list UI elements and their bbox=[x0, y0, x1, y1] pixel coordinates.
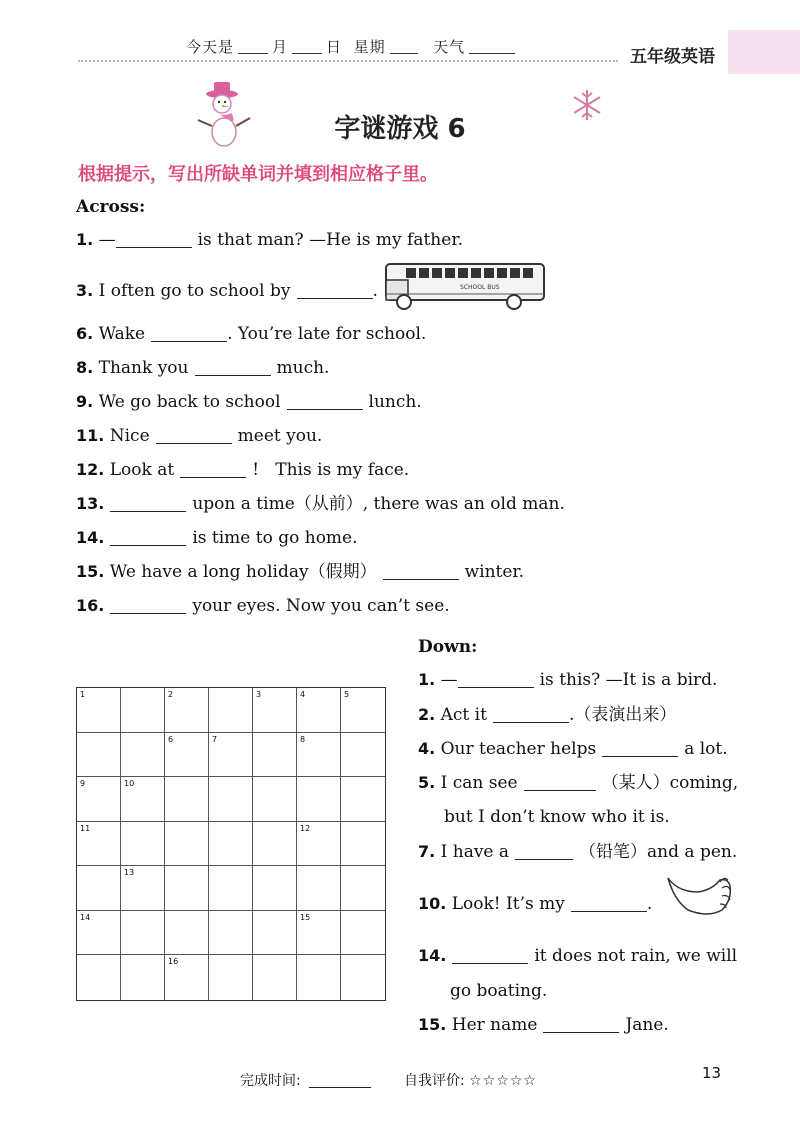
down-clue-5-cont: but I don’t know who it is. bbox=[444, 807, 670, 827]
header-divider bbox=[78, 60, 618, 62]
cell-number: 3 bbox=[256, 690, 262, 699]
grid-cell[interactable] bbox=[77, 822, 121, 867]
cell-number: 13 bbox=[124, 868, 135, 877]
grid-cell[interactable] bbox=[253, 955, 297, 1000]
down-clue-7: 7. I have a （铅笔）and a pen. bbox=[418, 842, 738, 862]
answer-blank[interactable] bbox=[156, 427, 232, 444]
grid-cell[interactable] bbox=[209, 733, 253, 778]
page-number: 13 bbox=[702, 1064, 722, 1082]
today-label: 今天是 bbox=[186, 38, 235, 56]
down-clue-14-cont: go boating. bbox=[450, 981, 548, 1001]
grid-cell[interactable] bbox=[209, 866, 253, 911]
eval-label: 自我评价: bbox=[404, 1073, 465, 1089]
answer-blank[interactable] bbox=[571, 895, 647, 912]
bus-label: SCHOOL BUS bbox=[460, 284, 500, 291]
across-label: Across: bbox=[76, 197, 146, 217]
grid-cell[interactable] bbox=[77, 955, 121, 1000]
grid-cell[interactable] bbox=[77, 911, 121, 956]
grid-cell[interactable] bbox=[165, 911, 209, 956]
answer-blank[interactable] bbox=[110, 597, 186, 614]
rating-stars[interactable]: ☆☆☆☆☆ bbox=[469, 1073, 537, 1089]
answer-blank[interactable] bbox=[287, 393, 363, 410]
across-clue-6: 6. Wake . You’re late for school. bbox=[76, 324, 427, 344]
grid-cell[interactable] bbox=[341, 733, 385, 778]
answer-blank[interactable] bbox=[543, 1016, 619, 1033]
grid-cell[interactable] bbox=[209, 955, 253, 1000]
grid-cell[interactable] bbox=[209, 822, 253, 867]
cell-number: 2 bbox=[168, 690, 174, 699]
cell-number: 9 bbox=[80, 779, 86, 788]
crossword-grid bbox=[76, 687, 386, 1001]
grid-cell[interactable] bbox=[121, 733, 165, 778]
grid-cell[interactable] bbox=[165, 955, 209, 1000]
grid-cell[interactable] bbox=[341, 955, 385, 1000]
answer-blank[interactable] bbox=[493, 706, 569, 723]
day-label: 日 bbox=[326, 38, 343, 56]
grid-cell[interactable] bbox=[165, 688, 209, 733]
cell-number: 14 bbox=[80, 912, 91, 922]
grid-cell[interactable] bbox=[121, 822, 165, 867]
down-clue-14: 14. it does not rain, we will bbox=[418, 946, 738, 966]
cell-number: 10 bbox=[124, 779, 135, 788]
time-blank[interactable] bbox=[309, 1071, 371, 1088]
answer-blank[interactable] bbox=[383, 563, 459, 580]
grid-cell[interactable] bbox=[77, 733, 121, 778]
across-clue-11: 11. Nice meet you. bbox=[76, 426, 323, 446]
weather-label: 天气 bbox=[433, 38, 466, 56]
down-clue-4: 4. Our teacher helps a lot. bbox=[418, 739, 728, 759]
grid-cell[interactable] bbox=[165, 733, 209, 778]
down-clue-10: 10. Look! It’s my . bbox=[418, 894, 653, 914]
answer-blank[interactable] bbox=[452, 947, 528, 964]
grid-cell[interactable] bbox=[121, 688, 165, 733]
weather-blank[interactable] bbox=[469, 39, 515, 54]
cell-number: 6 bbox=[168, 734, 174, 744]
grid-cell[interactable] bbox=[297, 911, 341, 956]
month-blank[interactable] bbox=[238, 39, 268, 54]
cell-number: 11 bbox=[80, 823, 91, 833]
across-clue-15: 15. We have a long holiday（假期） winter. bbox=[76, 562, 525, 582]
grid-cell[interactable] bbox=[341, 911, 385, 956]
answer-blank[interactable] bbox=[458, 671, 534, 688]
down-clue-1: 1. — is this? —It is a bird. bbox=[418, 670, 718, 690]
grid-cell[interactable] bbox=[209, 911, 253, 956]
answer-blank[interactable] bbox=[602, 740, 678, 757]
answer-blank[interactable] bbox=[116, 231, 192, 248]
grid-cell[interactable] bbox=[341, 777, 385, 822]
grid-cell[interactable] bbox=[253, 733, 297, 778]
across-clue-16: 16. your eyes. Now you can’t see. bbox=[76, 596, 450, 616]
across-clue-13: 13. upon a time（从前）, there was an old man. bbox=[76, 494, 565, 514]
grid-cell[interactable] bbox=[77, 777, 121, 822]
down-clue-2: 2. Act it .（表演出来） bbox=[418, 705, 677, 725]
grid-cell[interactable] bbox=[297, 688, 341, 733]
across-clue-12: 12. Look at ! This is my face. bbox=[76, 460, 410, 480]
down-label: Down: bbox=[418, 637, 478, 657]
cell-number: 8 bbox=[300, 734, 306, 744]
across-clue-14: 14. is time to go home. bbox=[76, 528, 358, 548]
grid-cell[interactable] bbox=[209, 777, 253, 822]
answer-blank[interactable] bbox=[524, 774, 596, 791]
cell-number: 5 bbox=[344, 690, 350, 699]
day-blank[interactable] bbox=[292, 39, 322, 54]
answer-blank[interactable] bbox=[515, 843, 573, 860]
grid-cell[interactable] bbox=[297, 822, 341, 867]
page-title: 字谜游戏 6 bbox=[334, 114, 466, 144]
weekday-blank[interactable] bbox=[390, 39, 418, 54]
grid-cell[interactable] bbox=[297, 866, 341, 911]
cell-number: 4 bbox=[300, 690, 306, 699]
across-clue-8: 8. Thank you much. bbox=[76, 358, 330, 378]
answer-blank[interactable] bbox=[110, 495, 186, 512]
grade-label: 五年级英语 bbox=[630, 47, 715, 67]
school-bus-icon bbox=[382, 258, 548, 314]
grid-cell[interactable] bbox=[121, 955, 165, 1000]
across-clue-9: 9. We go back to school lunch. bbox=[76, 392, 422, 412]
grid-cell[interactable] bbox=[253, 866, 297, 911]
cell-number: 7 bbox=[212, 734, 218, 744]
grid-cell[interactable] bbox=[77, 866, 121, 911]
cell-number: 16 bbox=[168, 957, 179, 966]
grid-cell[interactable] bbox=[121, 777, 165, 822]
across-clue-1: 1. — is that man? —He is my father. bbox=[76, 230, 463, 250]
grid-cell[interactable] bbox=[253, 822, 297, 867]
grid-cell[interactable] bbox=[77, 688, 121, 733]
instruction: 根据提示，写出所缺单词并填到相应格子里。 bbox=[78, 164, 438, 185]
answer-blank[interactable] bbox=[151, 325, 227, 342]
grid-cell[interactable] bbox=[253, 777, 297, 822]
grid-cell[interactable] bbox=[341, 688, 385, 733]
grid-cell[interactable] bbox=[253, 911, 297, 956]
grid-cell[interactable] bbox=[297, 777, 341, 822]
answer-blank[interactable] bbox=[180, 461, 246, 478]
answer-blank[interactable] bbox=[195, 359, 271, 376]
grid-cell[interactable] bbox=[341, 866, 385, 911]
time-label: 完成时间: bbox=[240, 1073, 301, 1089]
grid-cell[interactable] bbox=[165, 777, 209, 822]
date-weather-fields bbox=[186, 36, 519, 57]
across-clue-3: 3. I often go to school by . bbox=[76, 281, 378, 301]
grid-cell[interactable] bbox=[253, 688, 297, 733]
grid-cell[interactable] bbox=[165, 822, 209, 867]
grid-cell[interactable] bbox=[121, 911, 165, 956]
month-label: 月 bbox=[272, 38, 289, 56]
self-evaluation bbox=[404, 1070, 537, 1090]
grid-cell[interactable] bbox=[209, 688, 253, 733]
cell-number: 12 bbox=[300, 823, 311, 833]
grid-cell[interactable] bbox=[341, 822, 385, 867]
cell-number: 15 bbox=[300, 912, 311, 922]
answer-blank[interactable] bbox=[110, 529, 186, 546]
grid-cell[interactable] bbox=[297, 733, 341, 778]
grid-cell[interactable] bbox=[165, 866, 209, 911]
weekday-label: 星期 bbox=[353, 38, 386, 56]
completion-time bbox=[240, 1070, 377, 1090]
foot-icon bbox=[664, 870, 734, 920]
answer-blank[interactable] bbox=[297, 282, 373, 299]
grid-cell[interactable] bbox=[297, 955, 341, 1000]
grade-tab-background bbox=[728, 30, 800, 74]
cell-number: 1 bbox=[80, 690, 86, 699]
grid-cell[interactable] bbox=[121, 866, 165, 911]
down-clue-15: 15. Her name Jane. bbox=[418, 1015, 669, 1035]
down-clue-5: 5. I can see （某人）coming, bbox=[418, 773, 739, 793]
